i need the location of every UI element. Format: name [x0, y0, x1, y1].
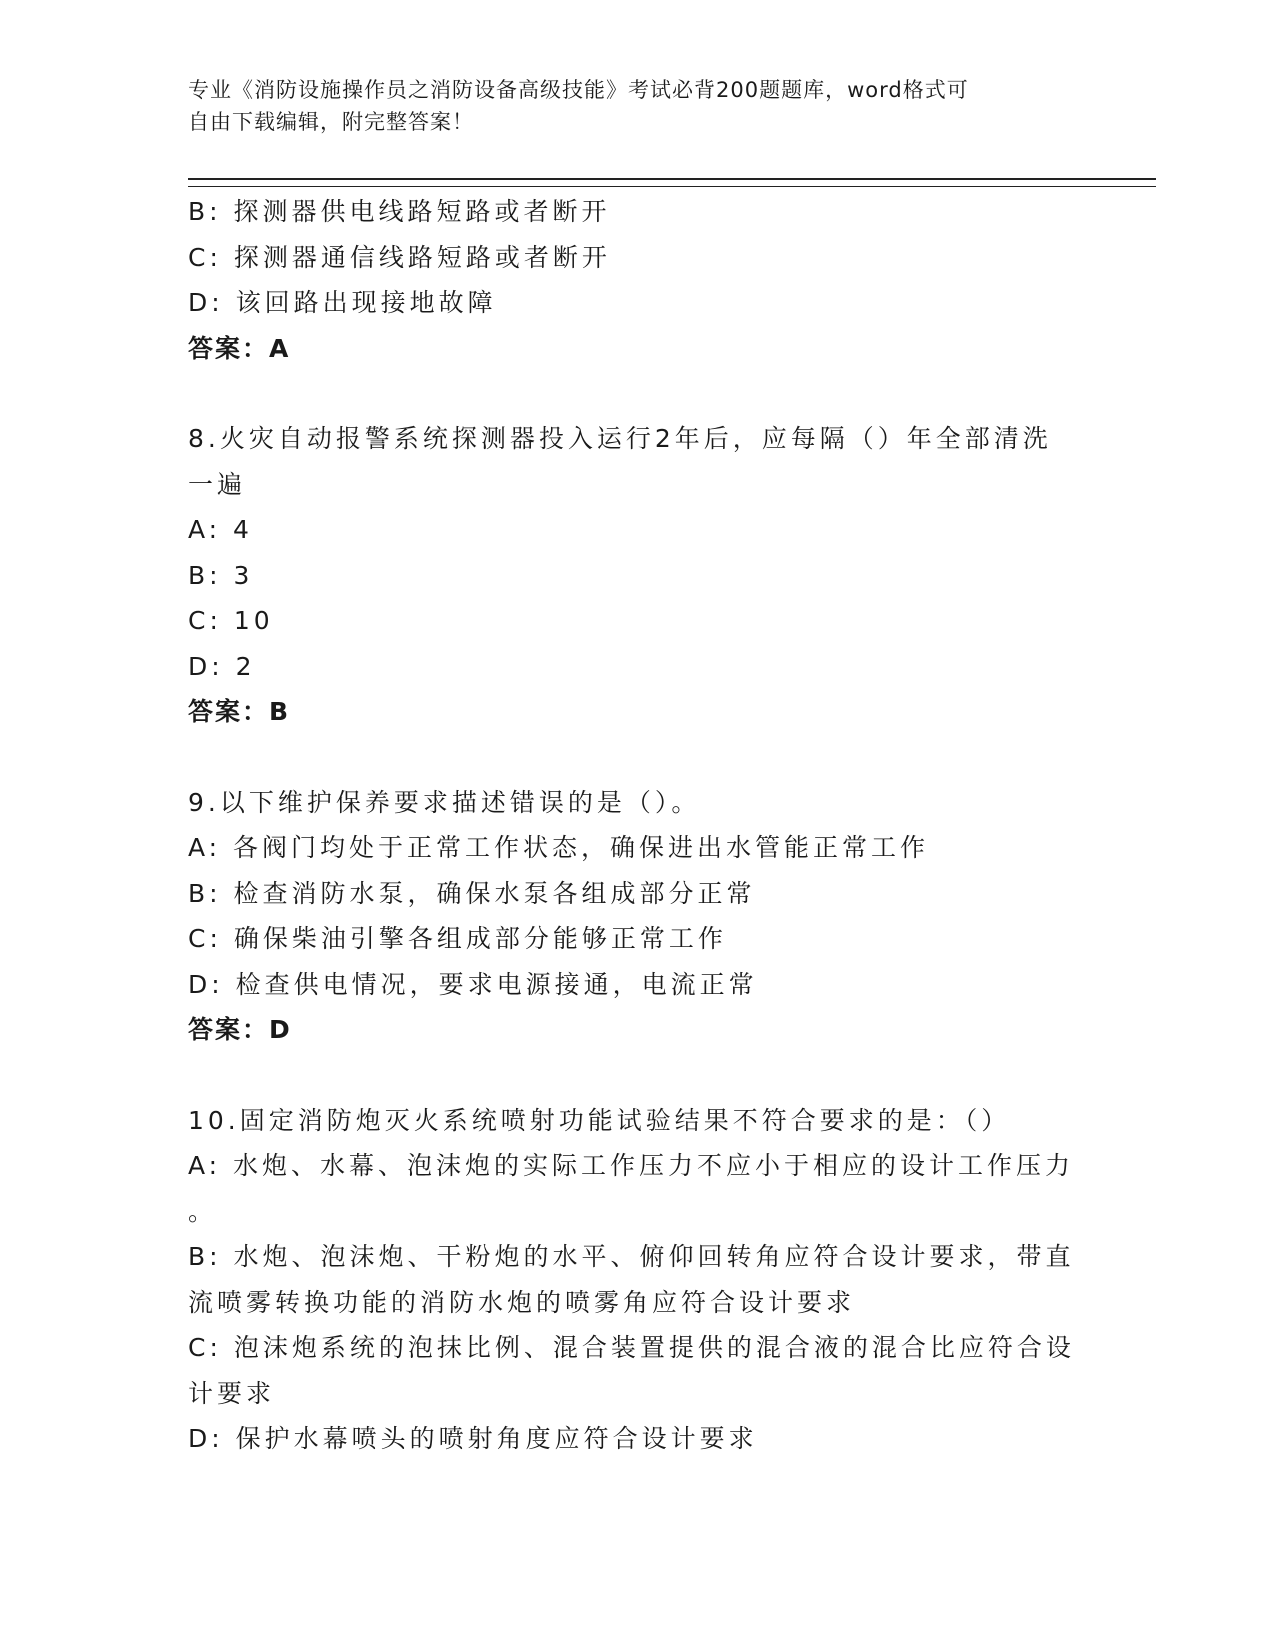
document-body — [188, 189, 1088, 1462]
option-c: C: 探测器通信线路短路或者断开 — [188, 242, 611, 272]
option-b: B: 水炮、泡沫炮、干粉炮的水平、俯仰回转角应符合设计要求，带直 — [188, 1242, 1075, 1271]
question-stem: 10.固定消防炮灭火系统喷射功能试验结果不符合要求的是：（） — [188, 1105, 1011, 1135]
question-stem: 9.以下维护保养要求描述错误的是（）。 — [188, 787, 701, 817]
option-b: B: 检查消防水泵，确保水泵各组成部分正常 — [188, 878, 756, 908]
option-c: C: 确保柴油引擎各组成部分能够正常工作 — [188, 924, 727, 953]
header-line-1: 专业《消防设施操作员之消防设备高级技能》考试必背200题题库，word格式可 — [188, 78, 969, 102]
option-c: C: 10 — [188, 606, 274, 635]
option-c-continued: 计要求 — [188, 1378, 276, 1408]
option-d: D: 该回路出现接地故障 — [188, 288, 497, 317]
option-b: B: 3 — [188, 560, 254, 590]
header-divider — [188, 178, 1156, 187]
prev-question-block — [188, 189, 1088, 371]
question-stem-continued: 一遍 — [188, 469, 247, 499]
option-a: A: 4 — [188, 515, 253, 544]
question-stem: 8.火灾自动报警系统探测器投入运行2年后，应每隔（）年全部清洗 — [188, 424, 1052, 453]
answer-line: 答案：D — [188, 1015, 292, 1044]
question-10 — [188, 1098, 1088, 1462]
option-b-continued: 流喷雾转换功能的消防水炮的喷雾角应符合设计要求 — [188, 1287, 856, 1317]
answer-line: 答案：B — [188, 697, 291, 726]
question-9 — [188, 780, 1088, 1053]
option-a-continued: 。 — [188, 1196, 218, 1226]
option-b: B: 探测器供电线路短路或者断开 — [188, 197, 611, 226]
question-8 — [188, 416, 1088, 735]
option-c: C: 泡沫炮系统的泡抹比例、混合装置提供的混合液的混合比应符合设 — [188, 1333, 1075, 1362]
answer-line: 答案：A — [188, 333, 291, 363]
header-line-2: 自由下载编辑，附完整答案！ — [188, 110, 474, 134]
option-a: A: 各阀门均处于正常工作状态，确保进出水管能正常工作 — [188, 833, 930, 862]
option-d: D: 保护水幕喷头的喷射角度应符合设计要求 — [188, 1424, 758, 1453]
option-d: D: 检查供电情况，要求电源接通，电流正常 — [188, 969, 758, 999]
option-d: D: 2 — [188, 651, 256, 681]
document-header — [188, 74, 1068, 138]
option-a: A: 水炮、水幕、泡沫炮的实际工作压力不应小于相应的设计工作压力 — [188, 1151, 1075, 1180]
